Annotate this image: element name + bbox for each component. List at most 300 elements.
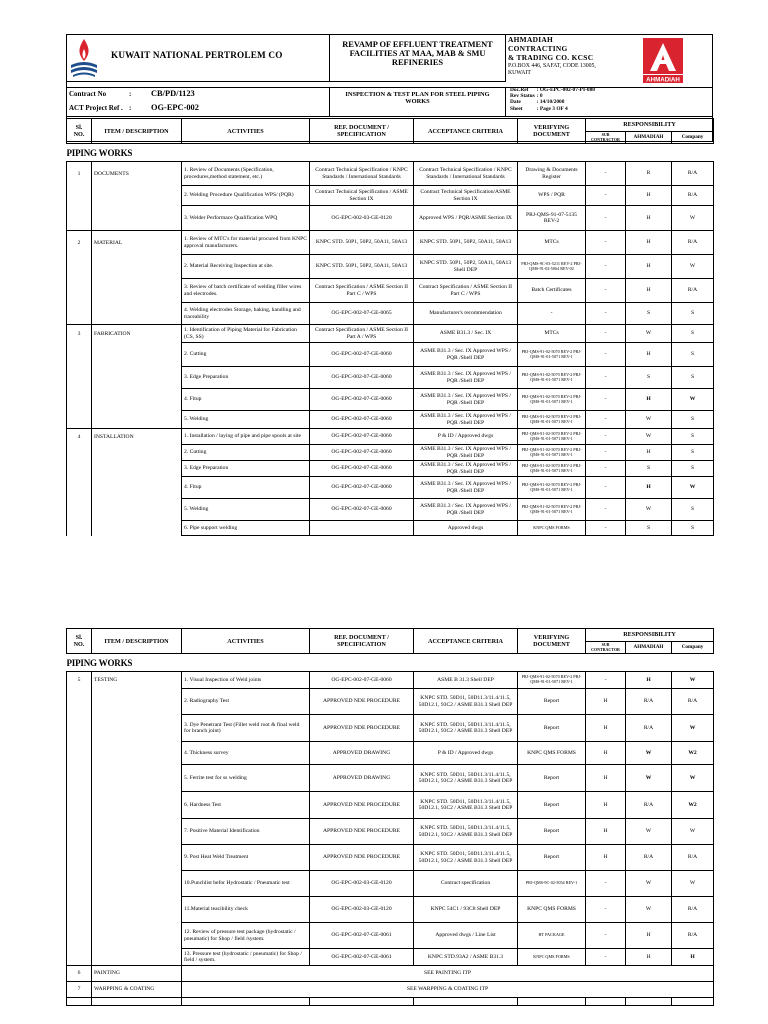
company-name: KUWAIT NATIONAL PERTROLEM CO xyxy=(111,50,283,60)
row-company: R/A xyxy=(672,186,714,206)
row-item: WARPPING & COATING xyxy=(92,982,182,998)
col-sl-line-2: NO. xyxy=(73,641,85,649)
row-ref-document: APPROVED NDE PROCEDURE xyxy=(310,819,414,845)
table-row xyxy=(67,792,714,819)
row-item: FABRICATION xyxy=(92,325,182,343)
row-acceptance: Contract specification xyxy=(414,871,518,897)
table-row xyxy=(67,742,714,765)
contractor-country: KUWAIT xyxy=(508,70,531,77)
col-ref xyxy=(310,629,414,654)
col-sl xyxy=(67,119,92,144)
row-ahmadiah: R/A xyxy=(626,792,672,819)
row-acceptance: Contract Specification / ASME Section II Part C / WPS xyxy=(414,279,518,303)
row-ahmadiah: W xyxy=(626,325,672,343)
table-row xyxy=(67,231,714,255)
row-company: S xyxy=(672,325,714,343)
row-ref-document: OG-EPC-002-03-GE-0120 xyxy=(310,897,414,923)
row-ahmadiah: S xyxy=(626,303,672,325)
table-row xyxy=(67,162,714,186)
col-activities: ACTIVITIES xyxy=(182,629,310,654)
row-ahmadiah: H xyxy=(626,923,672,949)
row-company: W2 xyxy=(672,742,714,765)
col-ref-line-1: REF. DOCUMENT / xyxy=(334,633,389,641)
row-company: S xyxy=(672,429,714,445)
row-item xyxy=(92,303,182,325)
row-see-itp: SEE WARPPING & COATING ITP xyxy=(182,982,714,998)
row-ahmadiah: H xyxy=(626,206,672,231)
row-ref-document: APPROVED NDE PROCEDURE xyxy=(310,845,414,871)
row-verifying-document: KNPC QMS FORMS xyxy=(518,949,586,966)
empty-cell xyxy=(414,998,518,1006)
row-item: INSTALLATION xyxy=(92,429,182,445)
row-acceptance: KNPC STD. 50D11, 50D11.3/11.4/11.5, 50D12.1, 93C2 / ASME B31.3 Shell DEP xyxy=(414,819,518,845)
knpc-logo xyxy=(67,35,101,81)
row-verifying-document: Batch Certificates xyxy=(518,279,586,303)
row-verifying-document: PRJ-QMS-91-02-5070 REV-2 PRJ-QMS-91-01-5071 REV-1 xyxy=(518,461,586,477)
row-ahmadiah: W xyxy=(626,411,672,429)
row-company: W xyxy=(672,255,714,279)
contractor-name-line-2: & TRADING CO. KCSC xyxy=(508,52,594,62)
row-ahmadiah: H xyxy=(626,672,672,689)
row-ahmadiah: W xyxy=(626,765,672,792)
row-sl: 1 xyxy=(67,162,92,186)
contractor-address: P.O.BOX 446, SAFAT, CODE 13005, xyxy=(508,62,596,69)
row-activity: 3. Welder Performace Qualification WPQ xyxy=(182,206,310,231)
col-ahmadiah: AHMADIAH xyxy=(626,132,672,144)
row-sl: 5 xyxy=(67,672,92,689)
row-sl xyxy=(67,765,92,792)
row-verifying-document: Drawing & Documents Register xyxy=(518,162,586,186)
rev-value: : 0 xyxy=(536,93,543,100)
row-activity: 6. Hardness Test xyxy=(182,792,310,819)
row-sub-contractor: H xyxy=(586,689,626,715)
table-row xyxy=(67,672,714,689)
row-company: S xyxy=(672,499,714,521)
row-sl: 3 xyxy=(67,325,92,343)
row-company: S xyxy=(672,461,714,477)
row-verifying-document: MTCs xyxy=(518,325,586,343)
row-item xyxy=(92,521,182,536)
row-activity: 4. Welding electrodes Storage, baking, handling and traceability xyxy=(182,303,310,325)
empty-cell xyxy=(518,998,586,1006)
row-activity: 1. Installation / laying of pipe and pipe spools at site xyxy=(182,429,310,445)
row-acceptance: KNPC STD. 50D11, 50D11.3/11.4/11.5, 50D12.1, 93C2 / ASME B31.3 Shell DEP xyxy=(414,765,518,792)
row-sl xyxy=(67,871,92,897)
row-activity: 1. Identification of Piping Material for Fabrication (CS, SS) xyxy=(182,325,310,343)
row-verifying-document: Report xyxy=(518,792,586,819)
row-activity: 11.Material teacibility check xyxy=(182,897,310,923)
col-responsibility: RESPONSIBILITY xyxy=(586,629,714,642)
row-activity: 7. Positive Material Identification xyxy=(182,819,310,845)
col-activities: ACTIVITIES xyxy=(182,119,310,144)
row-verifying-document: WPS / PQR xyxy=(518,186,586,206)
row-ref-document: KNPC STD. 50P1, 50P2, 50A11, 50A13 xyxy=(310,255,414,279)
row-activity: 5. Ferrite test for ss welding xyxy=(182,765,310,792)
empty-cell xyxy=(626,998,672,1006)
row-activity: 5. Welding xyxy=(182,499,310,521)
row-activity: 6. Pipe support welding xyxy=(182,521,310,536)
row-sub-contractor: - xyxy=(586,949,626,966)
row-sub-contractor: - xyxy=(586,279,626,303)
row-company: W xyxy=(672,715,714,742)
col-sub-contractor-line-2: CONTRACTOR xyxy=(591,136,620,142)
project-title-line-1: REVAMP OF EFFLUENT TREATMENT xyxy=(342,40,493,49)
row-acceptance: Contract Technical Specification / KNPC Standards / International Standards xyxy=(414,162,518,186)
row-sub-contractor: - xyxy=(586,231,626,255)
project-title-line-3: REFINERIES xyxy=(391,57,444,67)
row-see-itp: SEE PAINTING ITP xyxy=(182,966,714,982)
row-acceptance: P & ID / Approved dwgs xyxy=(414,742,518,765)
table-row xyxy=(67,499,714,521)
row-acceptance: P & ID / Approved dwgs xyxy=(414,429,518,445)
row-verifying-document: PRJ-QMS-9C-02-5054 REV-1 xyxy=(518,871,586,897)
row-sl xyxy=(67,461,92,477)
act-project-value: OG-EPC-002 xyxy=(151,103,199,112)
row-company: S xyxy=(672,521,714,536)
row-company: S xyxy=(672,411,714,429)
col-verifying-line-1: VERIFYING xyxy=(533,633,570,641)
row-acceptance: ASME B31.3 / Sec. IX Approved WPS / PQR /Shell DEP xyxy=(414,343,518,367)
row-sl: 4 xyxy=(67,429,92,445)
row-ref-document: APPROVED NDE PROCEDURE xyxy=(310,715,414,742)
row-ref-document: OG-EPC-002-07-GE-0061 xyxy=(310,923,414,949)
row-company: R/A xyxy=(672,845,714,871)
row-verifying-document: KNPC QMS FORMS xyxy=(518,742,586,765)
row-ref-document: Contract Technical Specification / KNPC Standards / International Standards xyxy=(310,162,414,186)
row-item xyxy=(92,923,182,949)
row-ahmadiah: H xyxy=(626,255,672,279)
section-title: PIPING WORKS xyxy=(67,654,714,672)
row-acceptance: ASME B31.3 / Sec. IX Approved WPS / PQR /Shell DEP xyxy=(414,411,518,429)
row-sl xyxy=(67,255,92,279)
row-acceptance: ASME B31.3 / Sec. IX Approved WPS / PQR /Shell DEP xyxy=(414,477,518,499)
row-ref-document: OG-EPC-002-07-GE-0065 xyxy=(310,303,414,325)
row-sl xyxy=(67,445,92,461)
row-ref-document: OG-EPC-002-07-GE-0060 xyxy=(310,429,414,445)
row-sub-contractor: - xyxy=(586,343,626,367)
row-acceptance: ASME B31.3 / Sec. IX Approved WPS / PQR /Shell DEP xyxy=(414,499,518,521)
row-sl xyxy=(67,742,92,765)
row-company: W xyxy=(672,389,714,411)
row-acceptance: KNPC STD. 50D11, 50D11.3/11.4/11.5, 50D12.1, 93C2 / ASME B31.3 Shell DEP xyxy=(414,845,518,871)
row-acceptance: ASME B31.3 / Sec. IX Approved WPS / PQR /Shell DEP xyxy=(414,367,518,389)
row-verifying-document: Report xyxy=(518,819,586,845)
row-ahmadiah: H xyxy=(626,949,672,966)
row-company: R/A xyxy=(672,923,714,949)
empty-cell xyxy=(182,998,310,1006)
col-sub-contractor-line-1: SUB xyxy=(601,642,610,647)
row-item xyxy=(92,897,182,923)
act-project-label: ACT Project Ref . xyxy=(69,104,123,112)
table-row xyxy=(67,429,714,445)
row-item xyxy=(92,689,182,715)
row-activity: 4. Thickness survey xyxy=(182,742,310,765)
row-sl: 6 xyxy=(67,966,92,982)
row-activity: 3. Edge Preparation xyxy=(182,461,310,477)
row-ahmadiah: H xyxy=(626,231,672,255)
col-sub-contractor xyxy=(586,642,626,654)
row-ref-document: Contract Technical Specification / ASME Section IX xyxy=(310,186,414,206)
row-item xyxy=(92,367,182,389)
row-ahmadiah: R/A xyxy=(626,845,672,871)
row-acceptance: KNPC STD. 50D11, 50D11.3/11.4/11.5, 50D12.1, 93C2 / ASME B31.3 Shell DEP xyxy=(414,715,518,742)
empty-cell xyxy=(310,998,414,1006)
row-company: R/A xyxy=(672,162,714,186)
row-sl xyxy=(67,819,92,845)
row-activity: 1. Review of Documents (Specification, procedures,method statement, etc.) xyxy=(182,162,310,186)
col-responsibility: RESPONSIBILITY xyxy=(586,119,714,132)
doc-ref-value: : OG-EPC-002-07-PI-080 xyxy=(536,87,595,93)
row-sl xyxy=(67,689,92,715)
col-sub-contractor xyxy=(586,132,626,144)
row-activity: 2. Cutting xyxy=(182,343,310,367)
row-acceptance: KNPC STD. 50D11, 50D11.3/11.4/11.5, 50D12.1, 93C2 / ASME B31.3 Shell DEP xyxy=(414,689,518,715)
row-ref-document: OG-EPC-002-07-GE-0060 xyxy=(310,461,414,477)
row-company: W2 xyxy=(672,792,714,819)
row-activity: 2. Cutting xyxy=(182,445,310,461)
row-sl xyxy=(67,923,92,949)
doc-info xyxy=(510,87,597,112)
row-ahmadiah: S xyxy=(626,521,672,536)
row-activity: 9. Post Heat Weld Treatment xyxy=(182,845,310,871)
row-ahmadiah: W xyxy=(626,897,672,923)
row-item xyxy=(92,255,182,279)
col-sl-line-1: Sl. xyxy=(75,633,83,641)
row-verifying-document: HT PACKAGE xyxy=(518,923,586,949)
row-item xyxy=(92,765,182,792)
row-sl xyxy=(67,303,92,325)
col-acceptance: ACCEPTANCE CRITERIA xyxy=(414,119,518,144)
row-acceptance: KNPC STD. 50D11, 50D11.3/11.4/11.5, 50D12.1, 93C2 / ASME B31.3 Shell DEP xyxy=(414,792,518,819)
row-sub-contractor: - xyxy=(586,897,626,923)
row-item xyxy=(92,445,182,461)
row-activity: 2. Radiography Test xyxy=(182,689,310,715)
table-row xyxy=(67,461,714,477)
row-sl xyxy=(67,477,92,499)
row-item xyxy=(92,279,182,303)
row-item xyxy=(92,206,182,231)
col-verifying-line-1: VERIFYING xyxy=(533,123,570,131)
row-sub-contractor: - xyxy=(586,411,626,429)
table-row xyxy=(67,689,714,715)
row-item xyxy=(92,499,182,521)
row-verifying-document: Report xyxy=(518,845,586,871)
row-item: PAINTING xyxy=(92,966,182,982)
row-verifying-document: PRJ-QMS-91-02-5070 REV-2 PRJ-QMS-91-01-5071 REV-1 xyxy=(518,411,586,429)
row-sub-contractor: - xyxy=(586,499,626,521)
row-verifying-document: KNPC QMS FORMS xyxy=(518,897,586,923)
row-verifying-document: KNPC QMS FORMS xyxy=(518,521,586,536)
row-activity: 4. Fitup xyxy=(182,477,310,499)
empty-cell xyxy=(67,998,92,1006)
row-sub-contractor: - xyxy=(586,445,626,461)
table-row xyxy=(67,279,714,303)
row-activity: 13. Pressure test (hydrostatic / pneumatic) for Shop / field / system. xyxy=(182,949,310,966)
row-ref-document xyxy=(310,521,414,536)
rev-label: Rev Status xyxy=(510,93,535,100)
row-sl xyxy=(67,897,92,923)
row-activity: 4. Fitup xyxy=(182,389,310,411)
row-sl xyxy=(67,949,92,966)
row-sl xyxy=(67,389,92,411)
row-sl xyxy=(67,186,92,206)
row-verifying-document: PRJ-QMS-91-02-5070 REV-2 PRJ-QMS-91-01-5071 REV-1 xyxy=(518,367,586,389)
row-ahmadiah: R xyxy=(626,162,672,186)
row-verifying-document: PRJ-QMS-9C-03-5211 REV-2 PRJ-QMS-91-02-5064 REV-02 xyxy=(518,255,586,279)
table-row xyxy=(67,411,714,429)
row-ref-document: KNPC STD. 50P1, 50P2, 50A11, 50A13 xyxy=(310,231,414,255)
section-title: PIPING WORKS xyxy=(67,144,714,162)
row-acceptance: ASME B31.3 / Sec. IX Approved WPS / PQR /Shell DEP xyxy=(414,389,518,411)
row-company: R/A xyxy=(672,279,714,303)
row-verifying-document: Report xyxy=(518,689,586,715)
row-ref-document: OG-EPC-002-07-GE-0060 xyxy=(310,411,414,429)
col-verifying xyxy=(518,119,586,144)
row-ref-document: OG-EPC-002-03-GE-0120 xyxy=(310,206,414,231)
col-ref-line-2: SPECIFICATION xyxy=(337,641,386,649)
row-ref-document: APPROVED NDE PROCEDURE xyxy=(310,792,414,819)
itp-table-2 xyxy=(66,628,713,1006)
col-ref xyxy=(310,119,414,144)
row-verifying-document: PRJ-QMS-91-02-5070 REV-2 PRJ-QMS-91-01-5071 REV-1 xyxy=(518,477,586,499)
row-ahmadiah: W xyxy=(626,499,672,521)
row-sl: 2 xyxy=(67,231,92,255)
row-ahmadiah: S xyxy=(626,461,672,477)
row-acceptance: Approved dwgs / Line List xyxy=(414,923,518,949)
row-ref-document: OG-EPC-002-07-GE-0060 xyxy=(310,499,414,521)
row-acceptance: KNPC 54C1 / 93C8 Shell DEP xyxy=(414,897,518,923)
ahmadiah-logo xyxy=(613,35,714,87)
row-item xyxy=(92,871,182,897)
contractor-name-line-1: AHMADIAH CONTRACTING xyxy=(508,35,568,53)
row-ref-document: APPROVED DRAWING xyxy=(310,765,414,792)
table-row xyxy=(67,477,714,499)
row-activity: 3. Edge Preparation xyxy=(182,367,310,389)
row-sub-contractor: - xyxy=(586,303,626,325)
plan-title xyxy=(329,87,506,116)
row-activity: 1. Visual Inspection of Weld joints xyxy=(182,672,310,689)
row-item xyxy=(92,792,182,819)
row-ref-document: Contract Specification / ASME Section II Part A / WPS xyxy=(310,325,414,343)
row-sl xyxy=(67,521,92,536)
row-sl: 7 xyxy=(67,982,92,998)
row-activity: 3. Review of batch certificate of welding filler wires and electrodes. xyxy=(182,279,310,303)
row-verifying-document: PRJ-QMS-91-02-5070 REV-2 PRJ-QMS-91-01-5071 REV-1 xyxy=(518,672,586,689)
row-ref-document: APPROVED NDE PROCEDURE xyxy=(310,689,414,715)
plan-title-line-1: INSPECTION & TEST PLAN FOR STEEL PIPING xyxy=(345,91,490,98)
row-verifying-document: Report xyxy=(518,715,586,742)
empty-cell xyxy=(586,998,626,1006)
row-item xyxy=(92,845,182,871)
table-row xyxy=(67,897,714,923)
row-company: S xyxy=(672,303,714,325)
row-acceptance: Approved WPS / PQR/ASME Section IX xyxy=(414,206,518,231)
col-item: ITEM / DESCRIPTION xyxy=(92,119,182,144)
row-item: MATERIAL xyxy=(92,231,182,255)
table-row xyxy=(67,367,714,389)
row-sl xyxy=(67,206,92,231)
row-ref-document: OG-EPC-002-07-GE-0060 xyxy=(310,367,414,389)
row-sub-contractor: H xyxy=(586,742,626,765)
row-sl xyxy=(67,367,92,389)
date-value: : 14/10/2008 xyxy=(536,99,565,106)
row-ahmadiah: H xyxy=(626,186,672,206)
row-verifying-document: PRJ-QMS-91-02-5070 REV-2 PRJ-QMS-91-01-5071 REV-1 xyxy=(518,389,586,411)
row-sub-contractor: - xyxy=(586,521,626,536)
row-activity: 3. Dye Penetrant Test (Fillet weld root & final weld for branch joint) xyxy=(182,715,310,742)
row-verifying-document: PRJ-QMS-91-02-5070 REV-2 PRJ-QMS-91-01-5071 REV-1 xyxy=(518,445,586,461)
row-item xyxy=(92,343,182,367)
row-ahmadiah: H xyxy=(626,279,672,303)
doc-ref-label: Doc.Ref xyxy=(510,87,529,93)
table-row xyxy=(67,343,714,367)
plan-title-line-2: WORKS xyxy=(405,98,430,105)
table-row xyxy=(67,389,714,411)
empty-cell xyxy=(92,998,182,1006)
table-row xyxy=(67,845,714,871)
table-row xyxy=(67,871,714,897)
row-ahmadiah: W xyxy=(626,819,672,845)
col-verifying-line-2: DOCUMENT xyxy=(533,131,570,139)
col-sl-line-2: NO. xyxy=(73,131,85,139)
row-ahmadiah: W xyxy=(626,742,672,765)
row-acceptance: Contract Technical Specification/ASME Section IX xyxy=(414,186,518,206)
row-activity: 1. Review of MTC's for material procured from KNPC approval manufacturers. xyxy=(182,231,310,255)
row-acceptance: Approved dwgs xyxy=(414,521,518,536)
col-item: ITEM / DESCRIPTION xyxy=(92,629,182,654)
row-ref-document: OG-EPC-002-07-GE-0060 xyxy=(310,477,414,499)
empty-cell xyxy=(672,998,714,1006)
row-ahmadiah: H xyxy=(626,343,672,367)
table-row xyxy=(67,186,714,206)
row-ref-document: APPROVED DRAWING xyxy=(310,742,414,765)
table-row xyxy=(67,923,714,949)
row-sub-contractor: H xyxy=(586,765,626,792)
col-verifying-line-2: DOCUMENT xyxy=(533,641,570,649)
row-item xyxy=(92,461,182,477)
row-sub-contractor: - xyxy=(586,672,626,689)
col-sub-contractor-line-1: SUB xyxy=(601,132,610,137)
row-ahmadiah: H xyxy=(626,389,672,411)
row-sub-contractor: - xyxy=(586,389,626,411)
table-row xyxy=(67,715,714,742)
row-sub-contractor: - xyxy=(586,367,626,389)
row-verifying-document: PRJ-QMS-91-02-5070 REV-2 PRJ-QMS-91-01-5071 REV-1 xyxy=(518,499,586,521)
row-ahmadiah: H xyxy=(626,477,672,499)
col-sl-line-1: Sl. xyxy=(75,123,83,131)
row-item: DOCUMENTS xyxy=(92,162,182,186)
table-row xyxy=(67,206,714,231)
row-company: W xyxy=(672,871,714,897)
row-company: W xyxy=(672,672,714,689)
row-verifying-document: PRJ-QMS-91-02-5070 REV-2 PRJ-QMS-91-01-5071 REV-1 xyxy=(518,343,586,367)
row-sl xyxy=(67,279,92,303)
ahmadiah-logo-text: AHMADIAH xyxy=(646,76,680,84)
row-acceptance: KNPC STD.93A2 / ASME B31.3 xyxy=(414,949,518,966)
row-ahmadiah: W xyxy=(626,871,672,897)
row-ahmadiah: R/A xyxy=(626,715,672,742)
row-sl xyxy=(67,792,92,819)
table-row xyxy=(67,325,714,343)
row-sl xyxy=(67,499,92,521)
row-company: S xyxy=(672,445,714,461)
col-ahmadiah: AHMADIAH xyxy=(626,642,672,654)
row-verifying-document: Report xyxy=(518,765,586,792)
table-row xyxy=(67,521,714,536)
row-item xyxy=(92,186,182,206)
row-activity: 10.Punchlist befor Hydrostatic / Pneumatic test xyxy=(182,871,310,897)
row-verifying-document: - xyxy=(518,303,586,325)
